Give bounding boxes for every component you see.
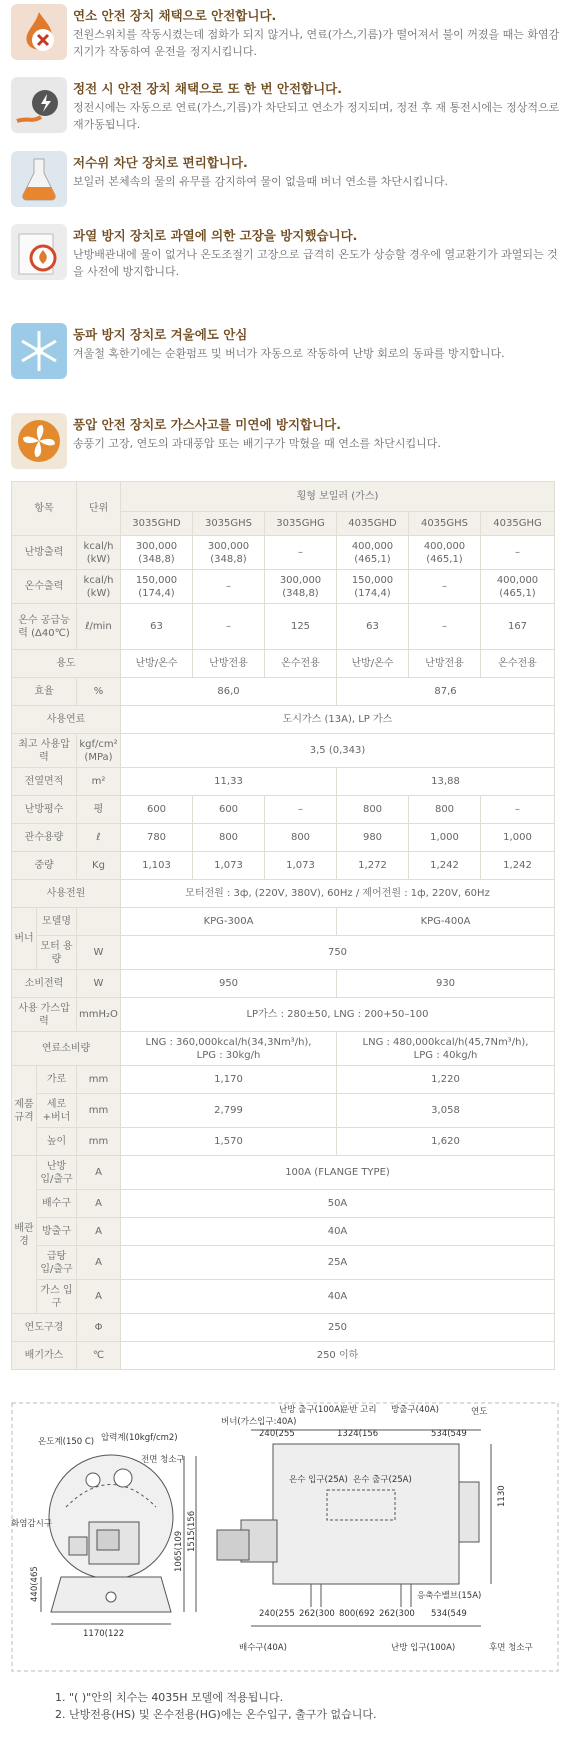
row-unit: W [77,936,121,970]
cell: 800 [409,796,481,824]
row-label: 버너 [12,908,37,970]
table-row [12,852,555,880]
row-label: 배기가스 [12,1342,77,1370]
row-label: 배관경 [12,1156,37,1314]
table-row [12,734,555,768]
cell: 600 [193,796,265,824]
row-unit: W [77,970,121,998]
drain-port-label: 배수구(40A) [239,1643,287,1653]
row-unit: A [77,1218,121,1246]
dim-1065: 1065(109 [174,1530,184,1572]
cell-line: LPG : 40kg/h [413,1049,478,1061]
row-label: 소비전력 [12,970,77,998]
cell-line: LNG : 480,000kcal/h(45,7Nm³/h), [362,1036,529,1048]
cell: 1,220 [337,1066,555,1094]
condensate-valve-label: 응축수밸브(15A) [417,1591,482,1601]
cell: 100A (FLANGE TYPE) [121,1156,555,1190]
table-row [12,1246,555,1280]
dim-534-bot: 534(549 [431,1609,467,1619]
dim-262a: 262(300 [299,1609,335,1619]
table-row [12,706,555,734]
group-title: 횡형 보일러 (가스) [121,482,555,512]
note-item: 1. "( )"안의 치수는 4035H 모델에 적용됩니다. [55,1691,284,1704]
cell-line: LNG : 360,000kcal/h(34,3Nm³/h), [145,1036,312,1048]
flame-window-label: 화염감시구 [11,1519,53,1529]
cell: 800 [337,796,409,824]
model-header: 4035GHG [481,512,555,536]
row-label: 관수용량 [12,824,77,852]
table-row [12,824,555,852]
cell: 50A [121,1190,555,1218]
row-label: 제품 규격 [12,1066,37,1156]
cell: 2,799 [121,1094,337,1128]
row-label: 중량 [12,852,77,880]
dim-262b: 262(300 [379,1609,415,1619]
cell: 1,570 [121,1128,337,1156]
table-row [12,1190,555,1218]
table-row [12,1094,555,1128]
lifting-eye-label: 운반 고리 [341,1405,377,1415]
row-label: 모터 용량 [37,936,77,970]
dim-440: 440(465 [30,1566,40,1602]
row-label: 배수구 [37,1190,77,1218]
cell: 1,073 [193,852,265,880]
cell: 난방/온수 [337,650,409,678]
snowflake-icon [11,323,67,379]
table-row [12,650,555,678]
cell: 1,000 [481,824,555,852]
water-flask-icon [11,151,67,207]
cell: 1,073 [265,852,337,880]
cell: 750 [121,936,555,970]
cell: 930 [337,970,555,998]
cell: 3,058 [337,1094,555,1128]
cell: – [265,796,337,824]
cell: 1,242 [481,852,555,880]
pressure-gauge-label: 압력계(10kgf/cm2) [101,1433,178,1443]
front-cleanout-label: 전면 청소구 [141,1455,185,1465]
cell: 400,000 (465,1) [409,536,481,570]
table-row [12,1032,555,1066]
cell: 25A [121,1246,555,1280]
heating-outlet-label: 난방 출구(100A) [279,1405,344,1415]
cell: LP가스 : 280±50, LNG : 200+50–100 [121,998,555,1032]
cell: 400,000 (465,1) [481,570,555,604]
row-label: 모델명 [37,908,77,936]
cell: 600 [121,796,193,824]
model-header: 3035GHG [265,512,337,536]
cell: 난방전용 [193,650,265,678]
cell: 1,620 [337,1128,555,1156]
cell: 3,5 (0,343) [121,734,555,768]
hw-outlet-label: 온수 출구(25A) [353,1475,412,1485]
dim-800: 800(692 [339,1609,375,1619]
table-row [12,796,555,824]
cell: 11,33 [121,768,337,796]
row-label: 난방 입/출구 [37,1156,77,1190]
cell: 모터전원 : 3ф, (220V, 380V), 60Hz / 제어전원 : 1ф, 220V, 60Hz [121,880,555,908]
feature-title: 동파 방지 장치로 겨울에도 안심 [73,327,248,342]
notes [55,1689,376,1723]
cell: 950 [121,970,337,998]
cell: KPG-400A [337,908,555,936]
cell: – [481,536,555,570]
row-unit: kcal/h (kW) [77,536,121,570]
cell: 난방전용 [409,650,481,678]
cell: – [193,570,265,604]
power-plug-icon [11,77,67,133]
heating-inlet-label: 난방 입구(100A) [391,1643,456,1653]
row-label: 전열면적 [12,768,77,796]
cell: 온수전용 [265,650,337,678]
row-unit: A [77,1246,121,1280]
cell: 13,88 [337,768,555,796]
cell: 167 [481,604,555,650]
cell: 86,0 [121,678,337,706]
row-unit: mm [77,1066,121,1094]
table-row [12,1156,555,1190]
row-label: 효율 [12,678,77,706]
row-unit: kcal/h (kW) [77,570,121,604]
row-unit: A [77,1190,121,1218]
cell: 40A [121,1218,555,1246]
row-unit: ℓ/min [77,604,121,650]
table-row [12,604,555,650]
row-label: 온수출력 [12,570,77,604]
feature-title: 연소 안전 장치 채택으로 안전합니다. [73,8,277,23]
row-label: 세로 +버너 [37,1094,77,1128]
thermometer-label: 온도계(150 C) [38,1437,95,1447]
row-unit: ℓ [77,824,121,852]
row-unit: 평 [77,796,121,824]
table-row [12,998,555,1032]
cell: 1,000 [409,824,481,852]
cell: 150,000 (174,4) [337,570,409,604]
row-unit: kgf/cm² (MPa) [77,734,121,768]
cell [337,1032,555,1066]
feature-desc: 겨울철 혹한기에는 순환펌프 및 버너가 자동으로 작동하여 난방 회로의 동파를 방지합니다. [73,347,505,360]
feature-desc: 난방배관내에 물이 없거나 온도조절기 고장으로 급격히 온도가 상승할 경우에 열교환기가 과열되는 것을 사전에 방지합니다. [73,248,558,278]
hw-inlet-label: 온수 입구(25A) [289,1475,348,1485]
front-view [41,1455,196,1624]
row-label: 난방평수 [12,796,77,824]
dim-1324: 1324(156 [337,1429,379,1439]
flue-label: 연도 [471,1407,488,1417]
dim-1130: 1130 [497,1485,507,1507]
cell: 1,170 [121,1066,337,1094]
feature-desc: 전원스위치를 작동시켰는데 점화가 되지 않거나, 연료(가스,기름)가 떨어져서 불이 꺼졌을 때는 화염감지기가 작동하여 운전을 정지시킵니다. [73,28,560,58]
row-unit: mm [77,1128,121,1156]
flame-stop-icon [11,4,67,60]
header-unit: 단위 [77,482,121,536]
cell: – [481,796,555,824]
row-label: 높이 [37,1128,77,1156]
cell: 150,000 (174,4) [121,570,193,604]
row-label: 급탕 입/출구 [37,1246,77,1280]
cell: 도시가스 (13A), LP 가스 [121,706,555,734]
model-header: 4035GHS [409,512,481,536]
row-label: 연료소비량 [12,1032,121,1066]
model-header: 3035GHS [193,512,265,536]
row-label: 방출구 [37,1218,77,1246]
row-unit: ℃ [77,1342,121,1370]
rear-cleanout-label: 후면 청소구 [489,1643,533,1653]
cell: – [409,604,481,650]
table-row [12,908,555,936]
cell: 온수전용 [481,650,555,678]
table-row [12,936,555,970]
cell: 250 이하 [121,1342,555,1370]
table-row [12,1218,555,1246]
table-row [12,1066,555,1094]
model-header: 3035GHD [121,512,193,536]
cell: 63 [337,604,409,650]
cell: 300,000 (348,8) [265,570,337,604]
burner-gas-inlet-label: 버너(가스입구:40A) [221,1417,297,1427]
table-row [12,768,555,796]
row-label: 용도 [12,650,121,678]
row-label: 사용 가스압력 [12,998,77,1032]
cell: 63 [121,604,193,650]
cell: 40A [121,1280,555,1314]
cell: 980 [337,824,409,852]
feature-desc: 정전시에는 자동으로 연료(가스,기름)가 차단되고 연소가 정지되며, 정전 후 재 통전시에는 정상적으로 재가동됩니다. [73,101,560,131]
cell: – [265,536,337,570]
row-unit: A [77,1280,121,1314]
cell: 1,272 [337,852,409,880]
spec-table [11,481,555,1370]
dim-240-bot: 240(255 [259,1609,295,1619]
table-row [12,1280,555,1314]
cell [121,1032,337,1066]
vent-port-label: 방출구(40A) [391,1405,439,1415]
cell: 250 [121,1314,555,1342]
model-header: 4035GHD [337,512,409,536]
table-row [12,570,555,604]
feature-title: 과열 방지 장치로 과열에 의한 고장을 방지했습니다. [73,228,358,243]
dim-1170: 1170(122 [83,1629,125,1639]
row-unit [77,908,121,936]
row-unit: Kg [77,852,121,880]
row-label: 가로 [37,1066,77,1094]
cell: 난방/온수 [121,650,193,678]
table-row [12,1128,555,1156]
feature-title: 저수위 차단 장치로 편리합니다. [73,155,248,170]
feature-title: 정전 시 안전 장치 채택으로 또 한 번 안전합니다. [73,81,342,96]
row-label: 최고 사용압력 [12,734,77,768]
table-row [12,678,555,706]
feature-title: 풍압 안전 장치로 가스사고를 미연에 방지합니다. [73,417,342,432]
row-label: 사용전원 [12,880,121,908]
table-row [12,970,555,998]
header-item: 항목 [12,482,77,536]
feature-desc: 송풍기 고장, 연도의 과대풍압 또는 배기구가 막혔을 때 연소를 차단시킵니다. [73,437,441,450]
table-row [12,880,555,908]
row-unit: % [77,678,121,706]
cell: 400,000 (465,1) [337,536,409,570]
row-unit: m² [77,768,121,796]
cell-line: LPG : 30kg/h [196,1049,261,1061]
feature-desc: 보일러 본체속의 물의 유무를 감지하여 물이 없을때 버너 연소를 차단시킵니다. [73,175,448,188]
cell: 780 [121,824,193,852]
cell: 1,103 [121,852,193,880]
overheat-icon [11,224,67,280]
cell: 800 [265,824,337,852]
cell: 125 [265,604,337,650]
cell: 87,6 [337,678,555,706]
row-unit: A [77,1156,121,1190]
table-row [12,1314,555,1342]
row-label: 온수 공급능력 (Δ40℃) [12,604,77,650]
table-row [12,536,555,570]
cell: 300,000 (348,8) [121,536,193,570]
row-label: 사용연료 [12,706,121,734]
cell: – [193,604,265,650]
cell: – [409,570,481,604]
cell: 300,000 (348,8) [193,536,265,570]
cell: 1,242 [409,852,481,880]
row-label: 연도구경 [12,1314,77,1342]
row-unit: mm [77,1094,121,1128]
dim-240-top: 240(255 [259,1429,295,1439]
note-item: 2. 난방전용(HS) 및 온수전용(HG)에는 온수입구, 출구가 없습니다. [55,1708,377,1721]
row-unit: Φ [77,1314,121,1342]
row-label: 가스 입구 [37,1280,77,1314]
row-unit: mmH₂O [77,998,121,1032]
fan-icon [11,413,67,469]
boiler-dimension-diagram [11,1402,559,1672]
dim-1515: 1515(156 [187,1510,197,1552]
row-label: 난방출력 [12,536,77,570]
cell: 800 [193,824,265,852]
table-row [12,1342,555,1370]
cell: KPG-300A [121,908,337,936]
dim-534-top: 534(549 [431,1429,467,1439]
